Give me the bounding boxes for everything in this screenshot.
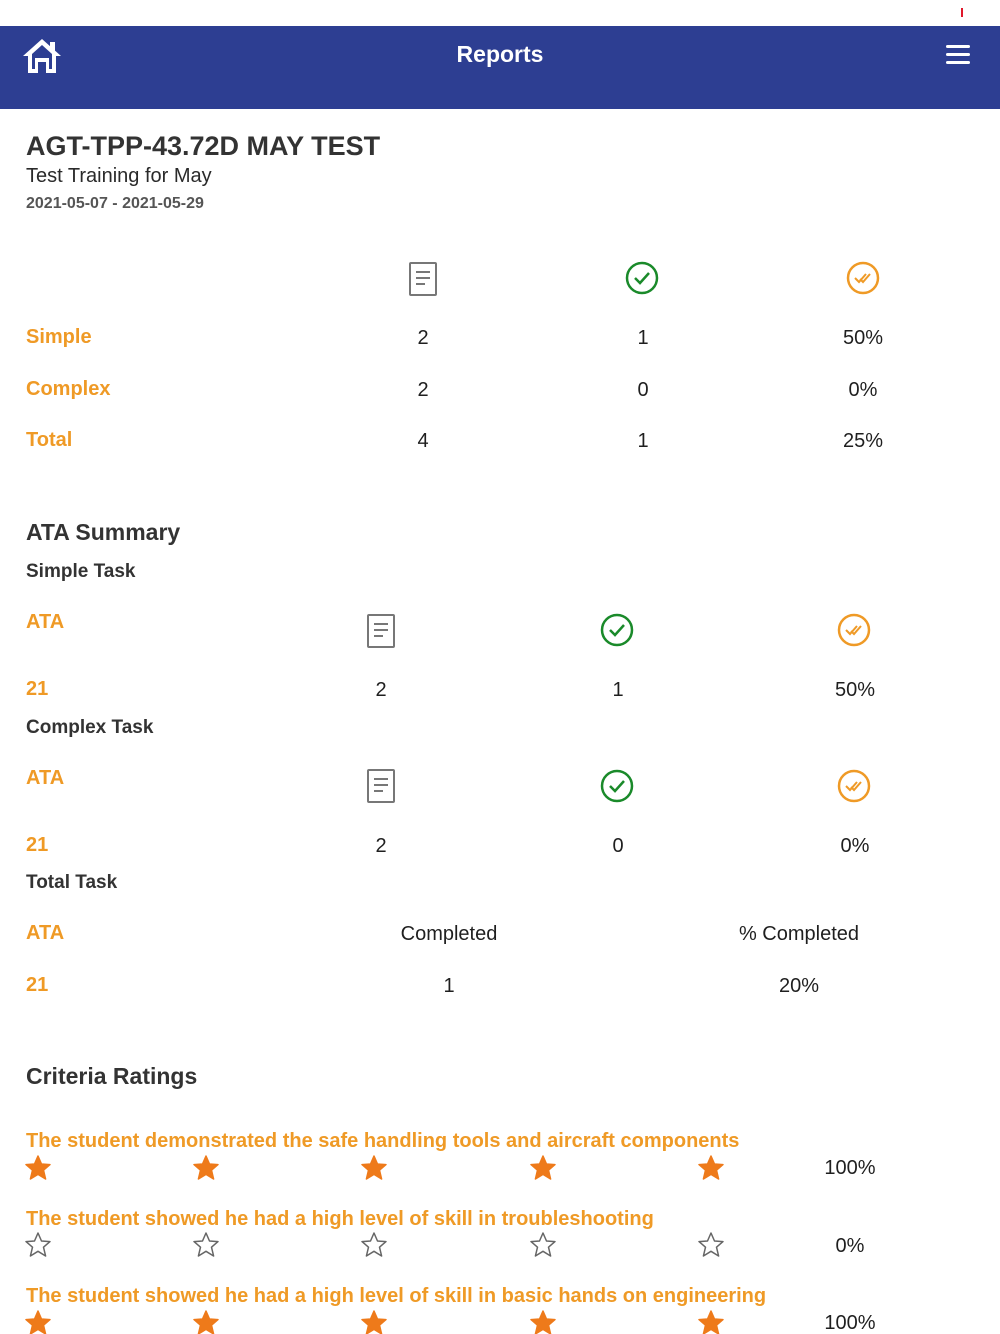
total-completed-header: Completed [400, 923, 498, 945]
percent-completed-icon [837, 769, 871, 803]
ata-code: 21 [26, 974, 49, 996]
summary-row-label: Total [26, 429, 73, 451]
star-filled-icon [25, 1310, 51, 1334]
summary-percent: 50% [842, 327, 884, 349]
summary-completed: 1 [637, 327, 649, 349]
menu-button[interactable] [940, 42, 976, 68]
hamburger-menu-icon [940, 42, 976, 68]
star-filled-icon [698, 1155, 724, 1181]
criteria-percent: 0% [835, 1235, 865, 1257]
star-outline-icon [361, 1232, 387, 1258]
ata-header-label: ATA [26, 767, 65, 789]
percent-completed-icon [837, 613, 871, 647]
ata-code: 21 [26, 678, 49, 700]
assigned-tasks-icon [366, 613, 396, 649]
assigned-tasks-icon [408, 261, 438, 297]
summary-assigned: 2 [417, 327, 429, 349]
percent-completed-icon [846, 261, 880, 295]
ata-header-label: ATA [26, 922, 65, 944]
star-filled-icon [361, 1155, 387, 1181]
star-outline-icon [698, 1232, 724, 1258]
star-filled-icon [698, 1310, 724, 1334]
ata-assigned: 2 [375, 835, 387, 857]
summary-row-label: Complex [26, 378, 111, 400]
summary-percent: 0% [848, 379, 878, 401]
training-code: AGT-TPP-43.72D MAY TEST [26, 131, 381, 161]
star-filled-icon [193, 1310, 219, 1334]
ata-header-label: ATA [26, 611, 65, 633]
total-percent-value: 20% [778, 975, 820, 997]
completed-check-icon [625, 261, 659, 295]
summary-assigned: 4 [417, 430, 429, 452]
ata-summary-title: ATA Summary [26, 519, 181, 545]
summary-completed: 1 [637, 430, 649, 452]
page-title: Reports [456, 41, 544, 67]
ata-percent: 50% [834, 679, 876, 701]
criteria-percent: 100% [824, 1157, 876, 1179]
ata-code: 21 [26, 834, 49, 856]
summary-assigned: 2 [417, 379, 429, 401]
training-name: Test Training for May [26, 165, 212, 187]
summary-row-label: Simple [26, 326, 92, 348]
ata-completed: 1 [612, 679, 624, 701]
star-filled-icon [25, 1155, 51, 1181]
status-bar [0, 0, 1000, 26]
total-completed-value: 1 [443, 975, 455, 997]
summary-percent: 25% [842, 430, 884, 452]
completed-check-icon [600, 613, 634, 647]
star-outline-icon [25, 1232, 51, 1258]
complex-task-title: Complex Task [26, 717, 154, 738]
criteria-percent: 100% [824, 1312, 876, 1334]
star-outline-icon [530, 1232, 556, 1258]
training-date-range: 2021-05-07 - 2021-05-29 [26, 195, 204, 212]
criteria-text: The student showed he had a high level of skill in troubleshooting [26, 1208, 654, 1230]
ata-assigned: 2 [375, 679, 387, 701]
ata-percent: 0% [840, 835, 870, 857]
ata-completed: 0 [612, 835, 624, 857]
status-indicator [961, 8, 963, 17]
criteria-text: The student showed he had a high level of skill in basic hands on engineering [26, 1285, 767, 1307]
star-outline-icon [193, 1232, 219, 1258]
simple-task-title: Simple Task [26, 561, 136, 582]
total-task-title: Total Task [26, 872, 118, 893]
criteria-ratings-title: Criteria Ratings [26, 1063, 198, 1089]
star-filled-icon [530, 1155, 556, 1181]
star-filled-icon [193, 1155, 219, 1181]
completed-check-icon [600, 769, 634, 803]
total-percent-header: % Completed [738, 923, 860, 945]
star-filled-icon [361, 1310, 387, 1334]
star-filled-icon [530, 1310, 556, 1334]
summary-completed: 0 [637, 379, 649, 401]
criteria-text: The student demonstrated the safe handling tools and aircraft components [26, 1130, 740, 1152]
assigned-tasks-icon [366, 768, 396, 804]
